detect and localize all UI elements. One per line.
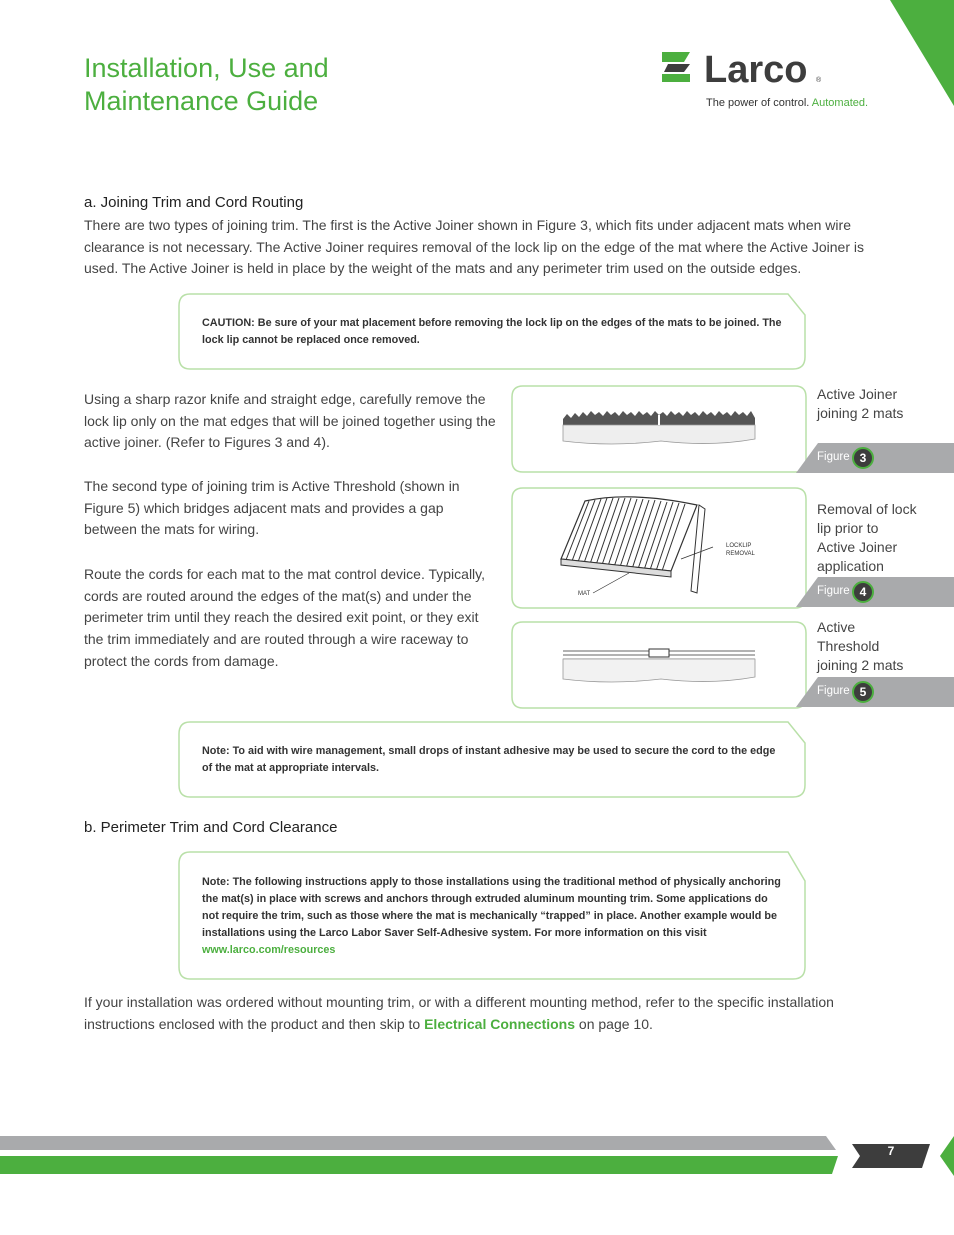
figure-3-number: 3: [852, 447, 874, 469]
caution-text: CAUTION: Be sure of your mat placement before removing the lock lip on the edges of the mats to be joined. The lock lip cannot be replaced once removed.: [202, 317, 782, 346]
figure-4-illustration: [511, 487, 807, 609]
electrical-connections-link[interactable]: Electrical Connections: [424, 1015, 576, 1032]
section-a-heading: a. Joining Trim and Cord Routing: [84, 194, 304, 211]
svg-text:®: ®: [816, 77, 822, 84]
figure-5-illustration: [511, 621, 807, 709]
figure-4-caption: Removal of lock lip prior to Active Joiner application: [817, 501, 917, 574]
resources-link[interactable]: www.larco.com/resources: [202, 944, 336, 956]
larco-logo: [660, 50, 830, 90]
svg-text:Larco: Larco: [704, 50, 808, 90]
document-title: [84, 52, 504, 118]
corner-accent: [884, 0, 954, 110]
figure-4-lockup-label: LOCKLIP REMOVAL: [726, 543, 755, 557]
threshold-description: The second type of joining trim is Active Threshold (shown in Figure 5) which bridges adjacent mats and provides a gap between the mats for wiring.: [84, 478, 460, 538]
footer-bands: [0, 1136, 954, 1176]
brand-tagline: The power of control. Automated.: [706, 97, 869, 109]
figure-5-caption: Active Threshold joining 2 mats: [817, 619, 904, 673]
perimeter-note-text: Note: The following instructions apply to those installations using the traditional method of physically anchoring the mat(s) in place with screws and anchors through extruded aluminum mounting trim. Some applications do not require the trim, such as those where the mat is mechanically “trapped” in place. Another example would be installations using the Larco Labor Saver Self-Adhesive system. For more information on this visit www.larco.com/resources: [202, 876, 781, 956]
figure-3-band: [796, 443, 954, 473]
figure-4-mat-label: MAT: [578, 591, 591, 597]
figure-4-band: [796, 577, 954, 607]
page-number: 7: [887, 1144, 895, 1158]
cord-routing-instructions: Route the cords for each mat to the mat control device. Typically, cords are routed around the edges of the mat(s) and under the perimeter trim until they reach the desired exit point, or they exit the trim immediately and are routed through a wire raceway to protect the cords from damage.: [84, 566, 486, 669]
figure-3-label: Figure: [817, 451, 850, 463]
figure-3-caption: Active Joiner joining 2 mats: [817, 386, 904, 421]
title-line-1: Installation, Use and: [84, 53, 329, 83]
figure-4-label: Figure: [817, 585, 850, 597]
figure-5-label: Figure: [817, 685, 850, 697]
title-line-2: Maintenance Guide: [84, 86, 319, 116]
figure-4-number: 4: [852, 581, 874, 603]
adhesive-note-text: Note: To aid with wire management, small drops of instant adhesive may be used to secure the cord to the edge of the mat at appropriate intervals.: [202, 745, 776, 774]
section-a-intro: There are two types of joining trim. The first is the Active Joiner shown in Figure 3, which fits under adjacent mats when wire clearance is not necessary. The Active Joiner requires removal of the lock lip on the edge of the mat where the Active Joiner is used. The Active Joiner is held in place by the weight of the mats and any perimeter trim used on the outside edges.: [84, 217, 865, 277]
figure-5-band: [796, 677, 954, 707]
figure-3-illustration: [511, 385, 807, 473]
razor-instructions: Using a sharp razor knife and straight edge, carefully remove the lock lip only on the mat edges that will be joined together using the active joiner. (Refer to Figures 3 and 4).: [84, 391, 496, 451]
figure-5-number: 5: [852, 681, 874, 703]
closing-paragraph: If your installation was ordered without mounting trim, or with a different mounting method, refer to the specific installation instructions enclosed with the product and then skip to Electrical Connections on page 10.: [84, 994, 834, 1032]
section-b-heading: b. Perimeter Trim and Cord Clearance: [84, 819, 338, 836]
